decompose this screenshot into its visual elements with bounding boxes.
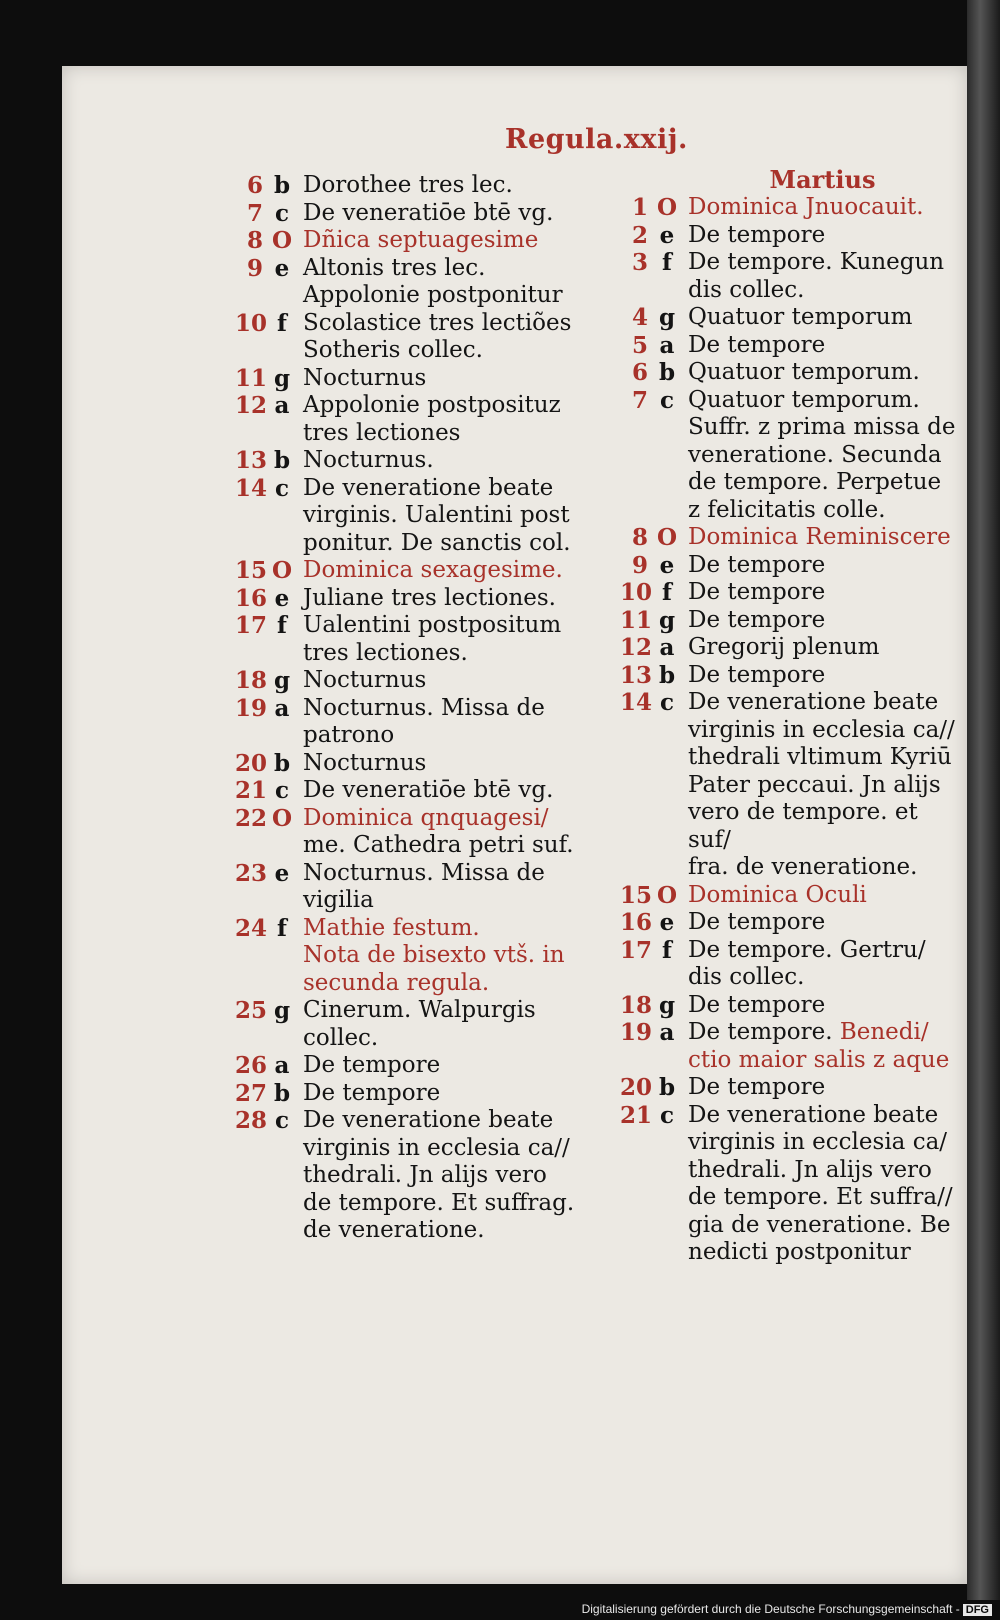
calendar-entry: [620, 1102, 965, 1267]
calendar-entry: [235, 1080, 595, 1108]
day-number: 20: [235, 749, 268, 777]
entry-text-line: ctio maior salis z aque: [688, 1046, 950, 1073]
dominical-letter: f: [277, 309, 287, 337]
entry-text-line: vigilia: [303, 887, 374, 913]
calendar-entry: [235, 1052, 595, 1080]
entry-text-line: z felicitatis colle.: [688, 496, 886, 523]
calendar-entry: [235, 557, 595, 585]
calendar-entry: [235, 915, 595, 998]
dominical-letter: c: [659, 386, 674, 414]
day-number: 21: [620, 1101, 653, 1129]
entry-text-line: de tempore. Et suffrag.: [303, 1189, 575, 1216]
calendar-entry: [235, 475, 595, 558]
entry-text-line: Dominica Reminiscere: [688, 524, 951, 550]
day-number: 12: [235, 392, 268, 419]
dominical-letter: b: [273, 172, 291, 199]
entry-text-line: De tempore: [688, 991, 826, 1018]
calendar-entry: [620, 1019, 965, 1074]
entry-text-line: ponitur. De sanctis col.: [303, 529, 571, 556]
entry-text-line: De tempore: [688, 331, 826, 358]
dominical-letter: a: [274, 1052, 290, 1079]
calendar-entry: [620, 607, 965, 635]
entry-text-line: me. Cathedra petri suf.: [303, 832, 574, 858]
entry-text-line: virginis in ecclesia ca/: [688, 1129, 948, 1155]
entry-text-line: Dominica Jnuocauit.: [688, 194, 924, 220]
calendar-entry: [620, 194, 965, 222]
day-number: 24: [235, 914, 268, 942]
day-number: 23: [235, 859, 268, 887]
calendar-entry: [235, 392, 595, 447]
entry-text-line: Quatuor temporum.: [688, 386, 920, 413]
dominical-letter: f: [277, 914, 287, 942]
entry-text-line: vero de tempore. et suf/: [688, 799, 918, 853]
entry-text-line: Nocturnus: [303, 667, 427, 693]
dominical-letter: a: [274, 392, 290, 419]
entry-text-line: De tempore: [688, 1074, 826, 1100]
day-number: 18: [620, 991, 653, 1019]
dominical-letter: a: [659, 634, 675, 661]
dominical-letter: g: [658, 606, 676, 634]
book-edge: [967, 0, 1000, 1600]
dominical-letter: c: [274, 777, 289, 804]
calendar-entry: [620, 304, 965, 332]
entry-text-line: Dominica qnquagesi/: [303, 804, 549, 831]
calendar-entry: [235, 860, 595, 915]
day-number: 21: [235, 777, 268, 804]
calendar-entry: [620, 634, 965, 662]
entry-text-line: De tempore: [688, 606, 826, 633]
calendar-entry: [235, 365, 595, 393]
entry-text-line: thedrali. Jn alijs vero: [303, 1162, 547, 1188]
dominical-letter: e: [659, 221, 675, 249]
day-number: 6: [246, 172, 263, 199]
entry-text-line: fra. de veneratione.: [688, 854, 918, 880]
entry-text-line: De tempore: [688, 551, 826, 578]
entry-text-line: Mathie festum.: [303, 914, 480, 941]
calendar-entry: [620, 882, 965, 910]
day-number: 5: [631, 331, 648, 359]
dfg-badge: DFG: [963, 1604, 992, 1616]
entry-text-line: De tempore. Kunegun: [688, 249, 945, 275]
day-number: 11: [235, 364, 268, 392]
entry-text-line: De tempore: [688, 661, 826, 688]
entry-text-line: virginis. Ualentini post: [303, 502, 570, 528]
dominical-letter: O: [656, 194, 678, 221]
entry-text-line: Quatuor temporum: [688, 304, 913, 330]
entry-text-line: thedrali. Jn alijs vero: [688, 1156, 932, 1183]
day-number: 15: [235, 557, 268, 584]
dominical-letter: b: [273, 749, 291, 777]
calendar-entry: [235, 750, 595, 778]
calendar-entry: [235, 585, 595, 613]
entry-text-line: De veneratione beate: [688, 1101, 939, 1128]
dominical-letter: e: [659, 909, 675, 936]
entry-text-line: De veneratione beate: [303, 1107, 554, 1133]
day-number: 20: [620, 1074, 653, 1101]
calendar-entry: [620, 689, 965, 882]
day-number: 22: [235, 804, 268, 832]
day-number: 13: [235, 447, 268, 474]
month-heading: Martius: [769, 165, 876, 194]
calendar-entry: [235, 997, 595, 1052]
entry-text-line: De tempore. Gertru/: [688, 936, 926, 963]
entry-text-line: Ualentini postpositum: [303, 612, 562, 638]
digitization-credit: [582, 1602, 992, 1616]
dominical-letter: c: [659, 689, 674, 716]
dominical-letter: g: [658, 991, 676, 1019]
calendar-entry: [235, 667, 595, 695]
entry-text-line: thedrali vltimum Kyriū: [688, 744, 952, 770]
entry-text-line: Altonis tres lec.: [303, 254, 486, 281]
dominical-letter: g: [273, 667, 291, 694]
dominical-letter: e: [274, 859, 290, 887]
calendar-entry: [620, 937, 965, 992]
entry-text-line: Gregorij plenum: [688, 634, 880, 660]
dominical-letter: O: [271, 227, 293, 254]
entry-text-line: de tempore. Et suffra//: [688, 1184, 953, 1210]
entry-text-line: Nota de bisexto vtš. in: [303, 942, 565, 968]
day-number: 14: [235, 474, 268, 502]
day-number: 16: [620, 909, 653, 936]
day-number: 17: [235, 612, 268, 639]
entry-text-line: De tempore: [688, 221, 826, 248]
dominical-letter: e: [274, 584, 290, 612]
dominical-letter: f: [662, 249, 672, 276]
entry-text-line: Dominica sexagesime.: [303, 557, 563, 583]
entry-text-line: De tempore. Benedi/: [688, 1019, 929, 1045]
dominical-letter: e: [274, 254, 290, 282]
day-number: 28: [235, 1107, 268, 1134]
entry-text-line: Scolastice tres lectiões: [303, 309, 572, 336]
dominical-letter: b: [273, 447, 291, 474]
entry-text-line: dis collec.: [688, 276, 805, 303]
entry-text-line: Sotheris collec.: [303, 337, 483, 363]
dominical-letter: O: [656, 881, 678, 909]
dominical-letter: f: [662, 936, 672, 964]
entry-text-line: Nocturnus.: [303, 447, 434, 473]
entry-text-line: Nocturnus. Missa de: [303, 859, 545, 886]
day-number: 14: [620, 689, 653, 716]
calendar-entry: [235, 310, 595, 365]
entry-text-line: Quatuor temporum.: [688, 359, 920, 385]
day-number: 6: [631, 359, 648, 386]
calendar-entry: [620, 1074, 965, 1102]
entry-text-line: Cinerum. Walpurgis: [303, 997, 536, 1023]
calendar-entry: [620, 332, 965, 360]
day-number: 27: [235, 1079, 268, 1107]
dominical-letter: c: [274, 1107, 289, 1134]
entry-text-line: De veneratiōe btē vg.: [303, 777, 554, 803]
right-calendar-column: [620, 166, 965, 1267]
entry-text-line: virginis in ecclesia ca//: [688, 716, 955, 743]
dominical-letter: b: [658, 359, 676, 386]
left-calendar-column: [235, 172, 595, 1245]
calendar-entry: [620, 909, 965, 937]
entry-text-line: gia de veneratione. Be: [688, 1211, 951, 1238]
dominical-letter: b: [658, 661, 676, 689]
dominical-letter: a: [659, 1019, 675, 1046]
dominical-letter: g: [273, 997, 291, 1024]
running-title: Regula.xxij.: [505, 124, 688, 155]
entry-text-line: de veneratione.: [303, 1217, 485, 1243]
entry-text-line: De veneratione beate: [303, 474, 554, 501]
calendar-entry: [620, 552, 965, 580]
entry-text-line: Dorothee tres lec.: [303, 172, 513, 198]
calendar-entry: [235, 1107, 595, 1245]
day-number: 8: [246, 227, 263, 254]
entry-text-line: Appolonie postponitur: [303, 282, 563, 308]
entry-text-line: collec.: [303, 1024, 379, 1051]
dominical-letter: O: [271, 804, 293, 832]
entry-text-line: tres lectiones: [303, 419, 461, 446]
entry-text-line: De veneratiōe btē vg.: [303, 199, 554, 226]
entry-text-line: Appolonie postposituz: [303, 392, 561, 418]
day-number: 10: [235, 309, 268, 337]
day-number: 11: [620, 606, 653, 634]
credit-text: Digitalisierung gefördert durch die Deutsche Forschungsgemeinschaft -: [581, 1602, 960, 1616]
dominical-letter: g: [273, 364, 291, 392]
calendar-entry: [620, 249, 965, 304]
dominical-letter: O: [271, 557, 293, 584]
day-number: 7: [246, 199, 263, 227]
entry-text-line: veneratione. Secunda: [688, 441, 942, 468]
dominical-letter: f: [662, 579, 672, 606]
dominical-letter: c: [659, 1101, 674, 1129]
calendar-entry: [235, 172, 595, 200]
entry-text-line: Nocturnus: [303, 364, 427, 391]
calendar-entry: [235, 805, 595, 860]
entry-text-line: De tempore: [303, 1079, 441, 1106]
day-number: 4: [631, 304, 648, 331]
calendar-entry: [620, 662, 965, 690]
day-number: 3: [631, 249, 648, 276]
entry-text-line: nedicti postponitur: [688, 1239, 911, 1265]
dominical-letter: c: [274, 199, 289, 227]
dominical-letter: b: [658, 1074, 676, 1101]
entry-text-line: patrono: [303, 722, 395, 748]
day-number: 17: [620, 936, 653, 964]
entry-text-line: Suffr. z prima missa de: [688, 414, 956, 440]
calendar-entry: [620, 524, 965, 552]
day-number: 2: [631, 221, 648, 249]
entry-text-line: Juliane tres lectiones.: [303, 584, 556, 611]
calendar-entry: [235, 200, 595, 228]
day-number: 26: [235, 1052, 268, 1079]
calendar-entry: [235, 612, 595, 667]
day-number: 9: [246, 254, 263, 282]
dominical-letter: c: [274, 474, 289, 502]
entry-text-line: de tempore. Perpetue: [688, 469, 942, 495]
calendar-entry: [620, 222, 965, 250]
dominical-letter: f: [277, 612, 287, 639]
entry-text-line: De tempore: [688, 909, 826, 935]
dominical-letter: a: [274, 694, 290, 722]
dominical-letter: g: [658, 304, 676, 331]
day-number: 18: [235, 667, 268, 694]
calendar-entry: [620, 387, 965, 525]
entry-text-line: dis collec.: [688, 964, 805, 990]
day-number: 15: [620, 881, 653, 909]
calendar-entry: [235, 695, 595, 750]
entry-text-line: Nocturnus. Missa de: [303, 694, 545, 721]
day-number: 9: [631, 551, 648, 579]
calendar-entry: [235, 777, 595, 805]
day-number: 13: [620, 661, 653, 689]
calendar-entry: [620, 359, 965, 387]
dominical-letter: e: [659, 551, 675, 579]
day-number: 7: [631, 386, 648, 414]
day-number: 12: [620, 634, 653, 661]
dominical-letter: b: [273, 1079, 291, 1107]
entry-text-line: Pater peccaui. Jn alijs: [688, 771, 941, 798]
dominical-letter: a: [659, 331, 675, 359]
entry-text-line: Dñica septuagesime: [303, 227, 539, 253]
entry-text-line: tres lectiones.: [303, 639, 468, 666]
entry-text-line: secunda regula.: [303, 969, 490, 996]
entry-text-line: De veneratione beate: [688, 689, 939, 715]
day-number: 16: [235, 584, 268, 612]
day-number: 19: [235, 694, 268, 722]
calendar-entry: [235, 255, 595, 310]
entry-text-line: virginis in ecclesia ca//: [303, 1134, 570, 1161]
dominical-letter: O: [656, 524, 678, 551]
entry-text-line: De tempore: [688, 579, 826, 605]
entry-text-line: De tempore: [303, 1052, 441, 1078]
calendar-entry: [620, 579, 965, 607]
entry-text-line: Nocturnus: [303, 749, 427, 776]
calendar-entry: [235, 447, 595, 475]
calendar-entry: [620, 992, 965, 1020]
day-number: 19: [620, 1019, 653, 1046]
day-number: 10: [620, 579, 653, 606]
day-number: 1: [631, 194, 648, 221]
calendar-entry: [235, 227, 595, 255]
entry-text-line: Dominica Oculi: [688, 881, 867, 908]
day-number: 25: [235, 997, 268, 1024]
day-number: 8: [631, 524, 648, 551]
